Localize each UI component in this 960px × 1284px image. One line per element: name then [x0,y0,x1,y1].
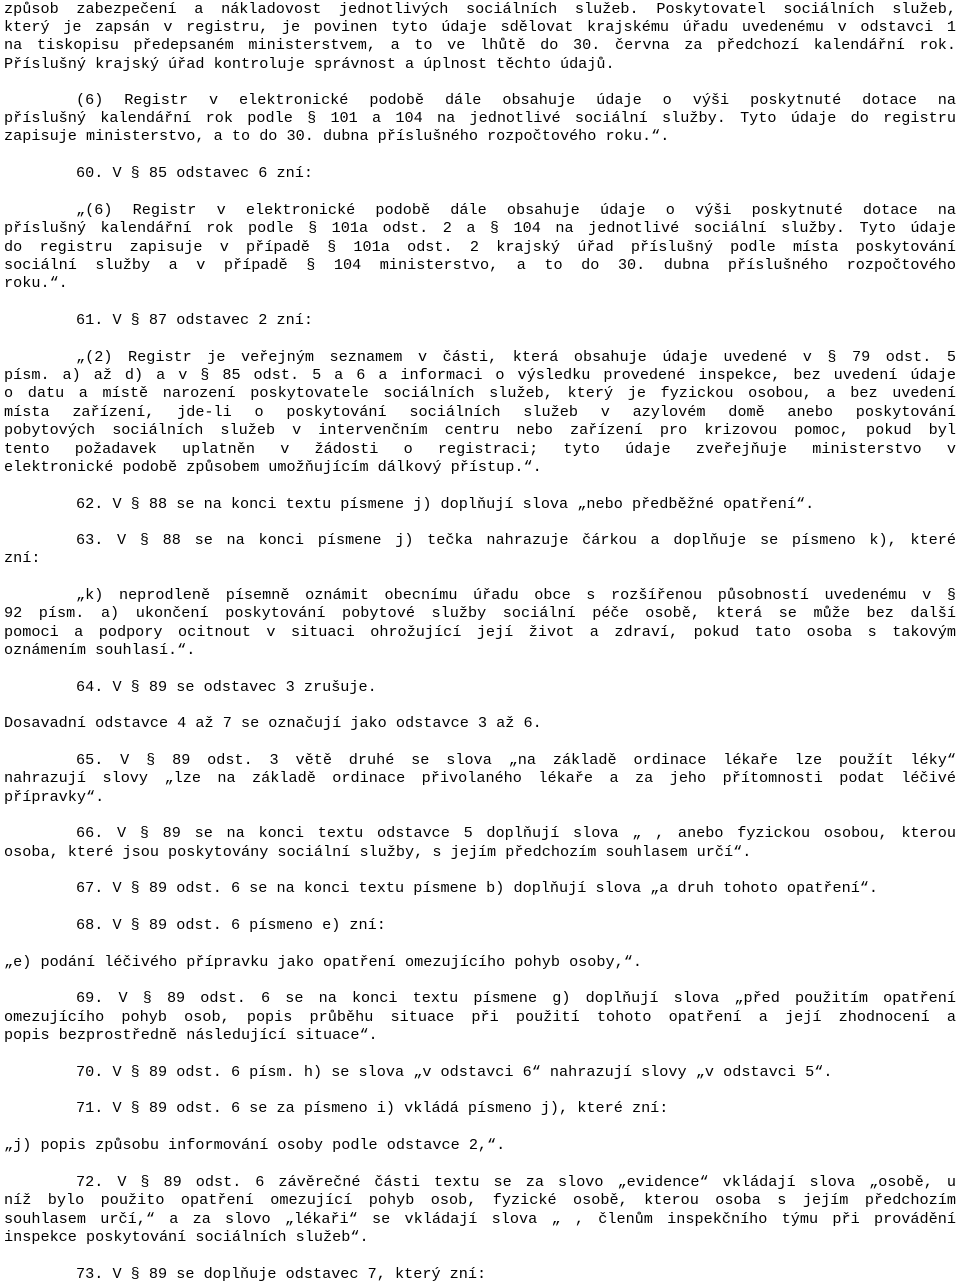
text-line: 92 písm. a) ukončení poskytování pobytové služby sociální péče osobě, která se může bez další [4,604,956,622]
text-line: 68. V § 89 odst. 6 písmeno e) zní: [76,916,386,934]
text-line: přípravky“. [4,788,105,806]
text-line: „(6) Registr v elektronické podobě dále obsahuje údaje o výši poskytnuté dotace na [76,201,956,219]
text-line: inspekce poskytování sociálních služeb“. [4,1228,369,1246]
text-line: o datu a místě narození poskytovatele sociálních služeb, který je fyzickou osobou, a bez uvedení [4,384,956,402]
text-line: tento požadavek uplatněn v žádosti o registraci; tyto údaje zveřejňuje ministerstvo v [4,440,956,458]
text-line: 62. V § 88 se na konci textu písmene j) doplňují slova „nebo předběžné opatření“. [76,495,815,513]
text-line: příslušný kalendářní rok podle § 101a odst. 2 a § 104 na jednotlivé sociální služby. Tyto údaje [4,219,956,237]
text-line: 70. V § 89 odst. 6 písm. h) se slova „v odstavci 6“ nahrazují slovy „v odstavci 5“. [76,1063,833,1081]
text-line: osoba, které jsou poskytovány sociální služby, s jejím předchozím souhlasem určí“. [4,843,752,861]
text-line: příslušný kalendářní rok podle § 101 a 104 na jednotlivé sociální služby. Tyto údaje do registru [4,109,956,127]
text-line: omezujícího pohyb osob, popis průběhu situace při použití tohoto opatření a její zhodnocení a [4,1008,956,1026]
text-line: 69. V § 89 odst. 6 se na konci textu písmene g) doplňují slova „před použitím opatření [76,989,956,1007]
text-line: „(2) Registr je veřejným seznamem v části, která obsahuje údaje uvedené v § 79 odst. 5 [76,348,956,366]
text-line: zní: [4,549,41,567]
text-line: souhlasem určí,“ a za slovo „lékaři“ se vkládají slova „ , členům inspekčního týmu při provádění [4,1210,956,1228]
text-line: pomoci a podpory ocitnout v situaci ohrožující její život a zdraví, pokud tato osoba s takovým [4,623,956,641]
text-line: „e) podání léčivého přípravku jako opatření omezujícího pohyb osoby,“. [4,953,642,971]
text-line: (6) Registr v elektronické podobě dále obsahuje údaje o výši poskytnuté dotace na [76,91,956,109]
text-line: 61. V § 87 odstavec 2 zní: [76,311,313,329]
text-line: který je zapsán v registru, je povinen tyto údaje sdělovat krajskému úřadu uvedenému v odstavci 1 [4,18,956,36]
text-line: do registru zapisuje v případě § 101a odst. 2 krajský úřad příslušný podle místa poskytování [4,238,956,256]
text-line: elektronické podobě způsobem umožňujícím dálkový přístup.“. [4,458,542,476]
text-line: „k) neprodleně písemně oznámit obecnímu úřadu obce s rozšířenou působností uvedenému v § [76,586,956,604]
text-line: písm. a) až d) a v § 85 odst. 5 a 6 a informaci o výsledku provedené inspekce, bez uvedení údaje [4,366,956,384]
text-line: 60. V § 85 odstavec 6 zní: [76,164,313,182]
text-line: „j) popis způsobu informování osoby podle odstavce 2,“. [4,1136,506,1154]
text-line: nahrazují slovy „lze na základě ordinace přivolaného lékaře a za jeho přítomnosti podat léčivé [4,769,956,787]
text-line: 66. V § 89 se na konci textu odstavce 5 doplňují slova „ , anebo fyzickou osobou, kterou [76,824,956,842]
text-line: sociální služby a v případě § 104 ministerstvo, a to do 30. dubna příslušného rozpočtového [4,256,956,274]
text-line: 63. V § 88 se na konci písmene j) tečka nahrazuje čárkou a doplňuje se písmeno k), které [76,531,956,549]
text-line: popis bezprostředně následující situace“. [4,1026,378,1044]
text-line: 67. V § 89 odst. 6 se na konci textu písmene b) doplňují slova „a druh tohoto opatření“. [76,879,879,897]
text-line: zapisuje ministerstvo, a to do 30. dubna příslušného rozpočtového roku.“. [4,127,670,145]
text-line: 71. V § 89 odst. 6 se za písmeno i) vkládá písmeno j), které zní: [76,1099,669,1117]
text-line: 65. V § 89 odst. 3 větě druhé se slova „na základě ordinace lékaře lze použít léky“ [76,751,956,769]
text-line: pobytových sociálních služeb v intervenčním centru nebo zařízení pro krizovou pomoc, pokud byl [4,421,956,439]
text-line: Dosavadní odstavce 4 až 7 se označují jako odstavce 3 až 6. [4,714,542,732]
text-line: Příslušný krajský úřad kontroluje správnost a úplnost těchto údajů. [4,55,615,73]
text-line: 73. V § 89 se doplňuje odstavec 7, který zní: [76,1265,487,1283]
text-line: oznámením souhlasí.“. [4,641,196,659]
text-line: způsob zabezpečení a nákladovost jednotlivých sociálních služeb. Poskytovatel sociálních služeb, [4,0,956,18]
text-line: roku.“. [4,274,68,292]
text-line: místa zařízení, jde-li o poskytování sociálních služeb v azylovém domě anebo poskytování [4,403,956,421]
text-line: 72. V § 89 odst. 6 závěrečné části textu se za slovo „evidence“ vkládají slova „osobě, u [76,1173,956,1191]
text-line: na tiskopisu předepsaném ministerstvem, a to ve lhůtě do 30. června za předchozí kalendářní rok. [4,36,956,54]
text-line: níž bylo použito opatření omezující pohyb osob, fyzické osobě, kterou osoba s jejím předchozím [4,1191,956,1209]
text-line: 64. V § 89 se odstavec 3 zrušuje. [76,678,377,696]
